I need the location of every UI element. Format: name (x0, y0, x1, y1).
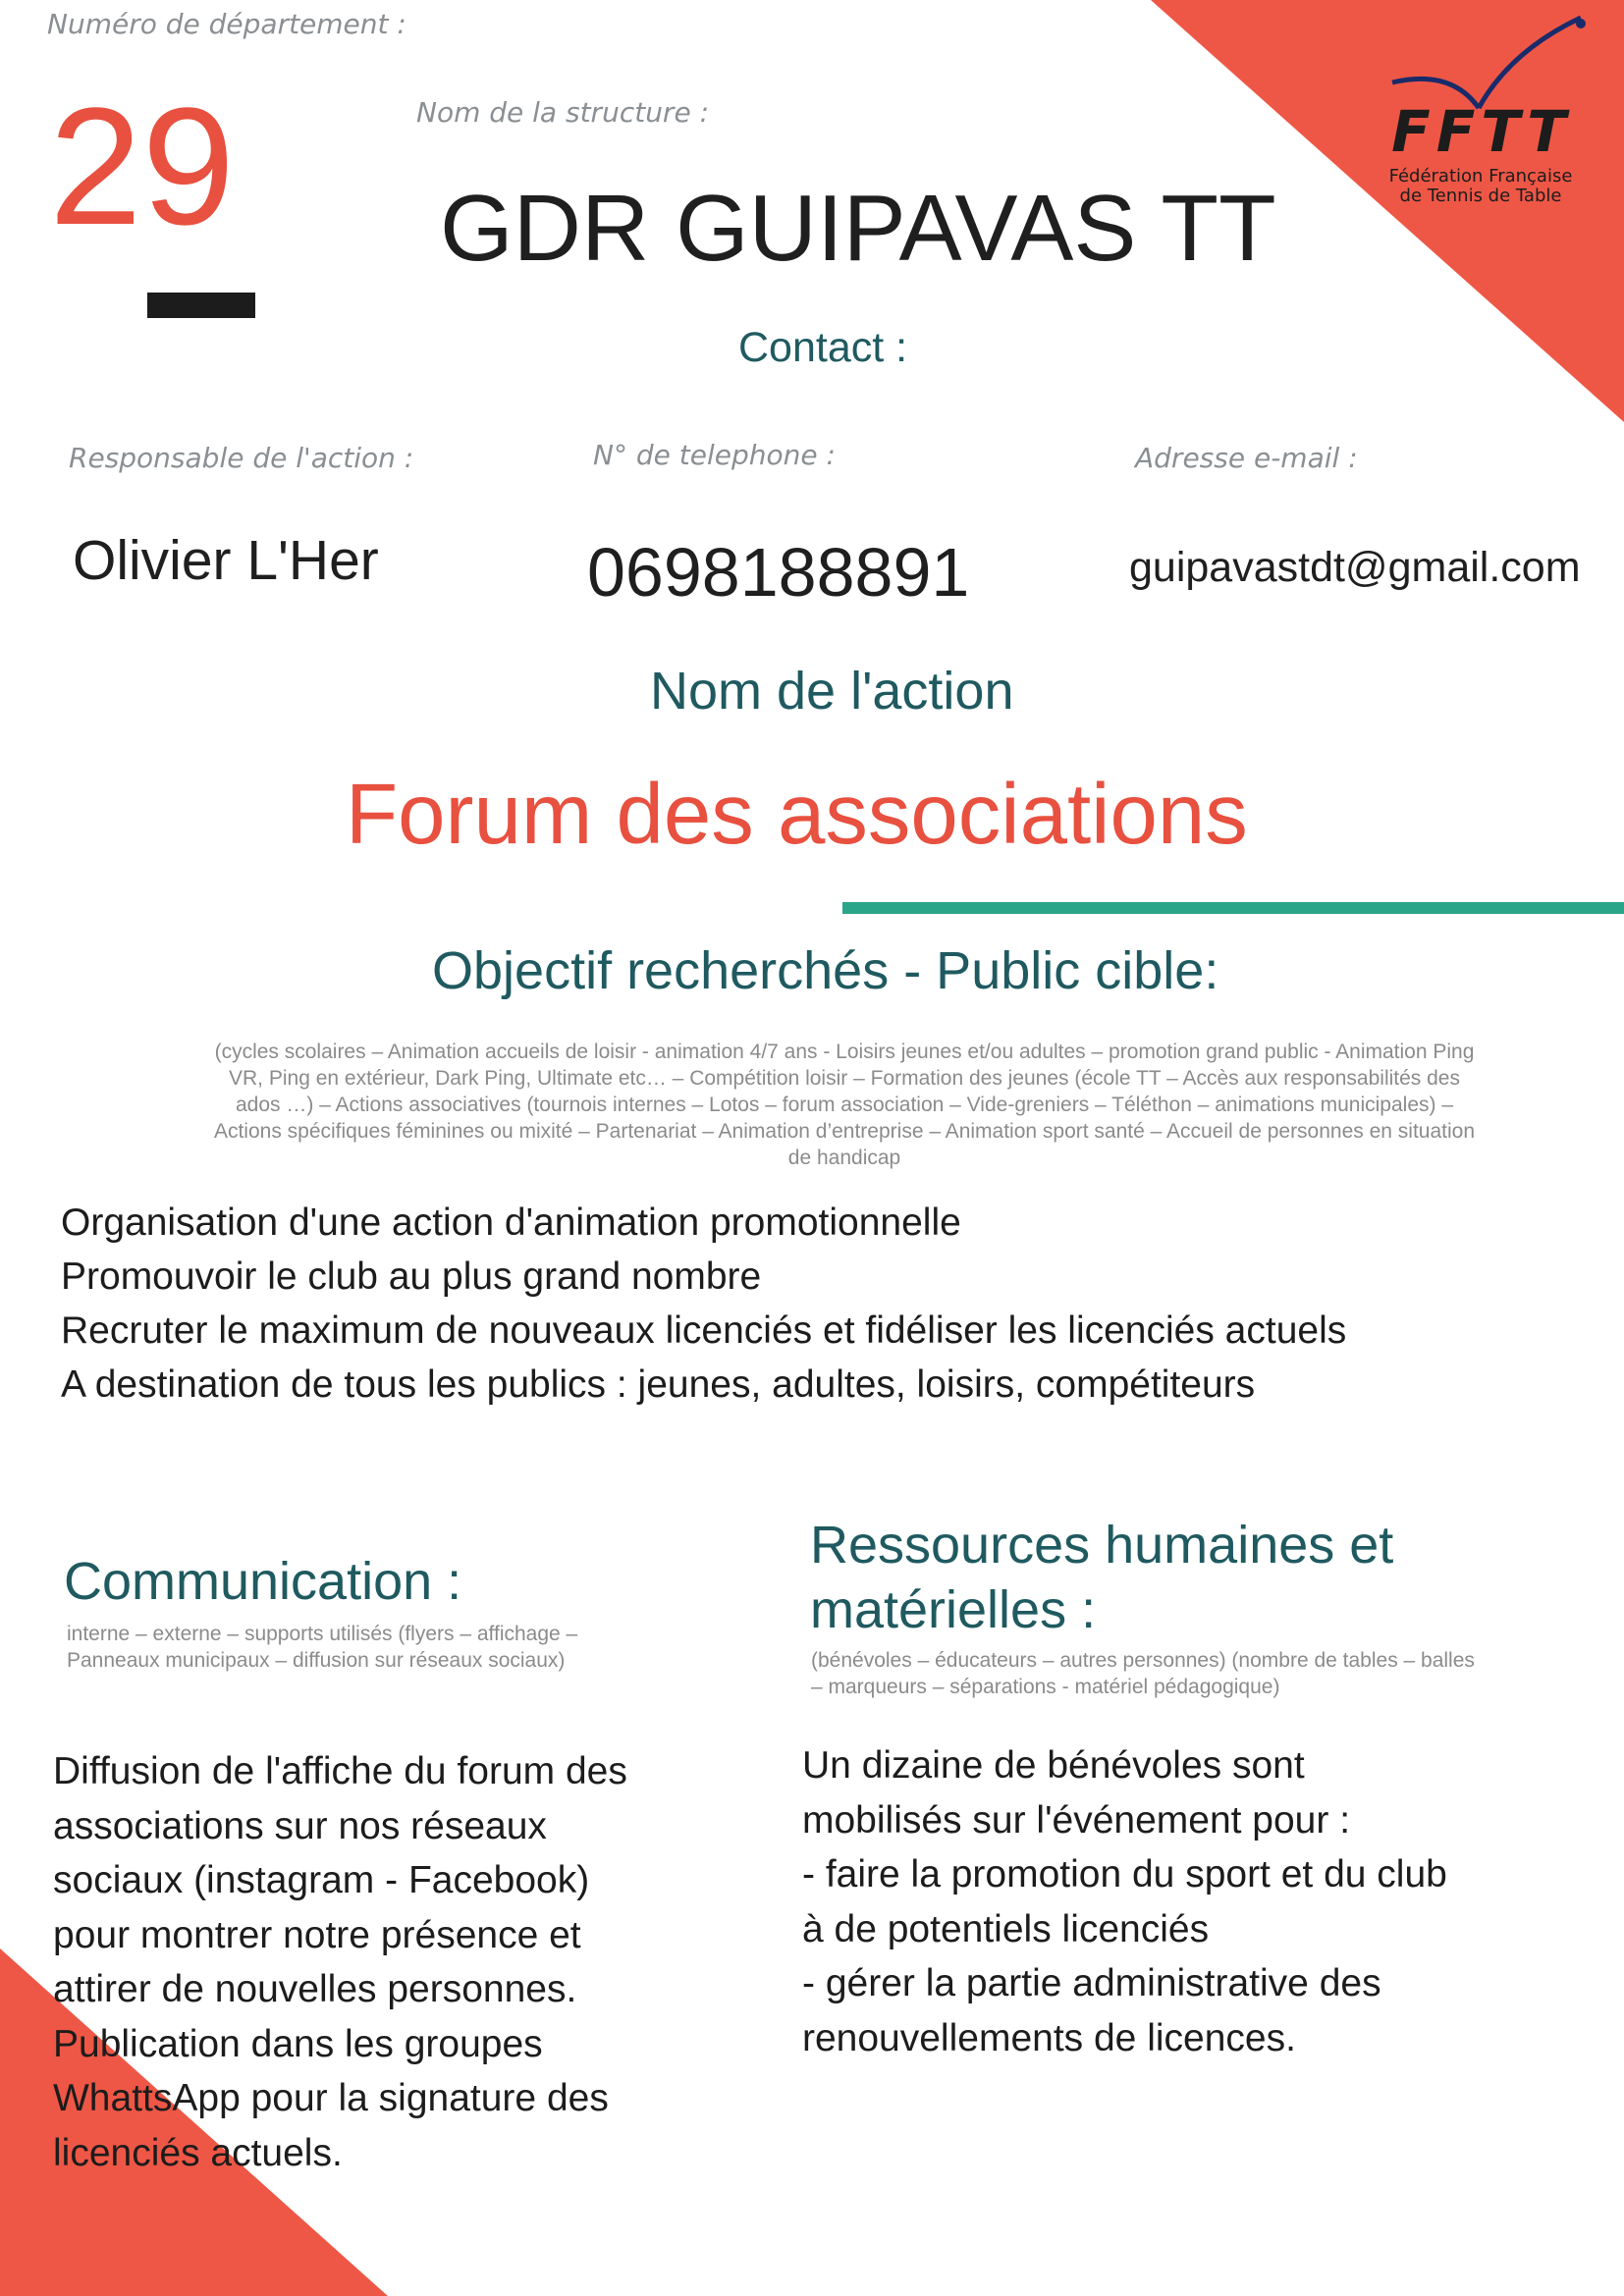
redaction-bar (147, 293, 255, 318)
resources-line: - gérer la partie administrative des (802, 1962, 1381, 2004)
logo-line-2: de Tennis de Table (1399, 186, 1562, 206)
contact-heading: Contact : (738, 324, 908, 371)
fftt-logo (1363, 12, 1598, 208)
objective-heading: Objectif recherchés - Public cible: (432, 941, 1219, 1000)
action-label: Nom de l'action (650, 662, 1014, 721)
objective-hint-line: de handicap (787, 1147, 901, 1169)
teal-divider (842, 902, 1624, 914)
communication-line: pour montrer notre présence et (53, 1913, 581, 1956)
objective-line: A destination de tous les publics : jeunes, adultes, loisirs, compétiteurs (61, 1363, 1256, 1406)
manager-label: Responsable de l'action : (69, 442, 414, 474)
communication-line: attirer de nouvelles personnes. (53, 1968, 577, 2010)
resources-line: - faire la promotion du sport et du club (802, 1853, 1447, 1896)
resources-hint-line: (bénévoles – éducateurs – autres personnes) (nombre de tables – balles (811, 1649, 1475, 1672)
communication-line: Publication dans les groupes (53, 2022, 543, 2065)
logo-line-1: Fédération Française (1388, 166, 1573, 187)
objective-hint-line: Actions spécifiques féminines ou mixité – Partenariat – Animation d’entreprise – Animation sport santé – Accueil de personnes en situation (213, 1120, 1476, 1143)
email-label: Adresse e-mail : (1135, 442, 1358, 474)
communication-hint-line: Panneaux municipaux – diffusion sur réseaux sociaux) (67, 1649, 566, 1672)
department-label: Numéro de département : (47, 8, 406, 40)
logo-subtitle (1363, 167, 1598, 206)
objective-line: Promouvoir le club au plus grand nombre (61, 1255, 762, 1298)
resources-text (802, 1738, 1447, 2065)
phone-label: N° de telephone : (593, 439, 836, 471)
communication-line: sociaux (instagram - Facebook) (53, 1859, 590, 1901)
communication-hint (67, 1621, 577, 1674)
email-address: guipavastdt@gmail.com (1129, 544, 1581, 591)
resources-hint (811, 1647, 1475, 1700)
communication-line: WhattsApp pour la signature des (53, 2077, 609, 2119)
objective-hint (157, 1039, 1532, 1171)
communication-heading: Communication : (64, 1552, 462, 1611)
structure-label: Nom de la structure : (416, 96, 710, 129)
manager-name: Olivier L'Her (73, 529, 379, 592)
communication-line: licenciés actuels. (53, 2131, 343, 2174)
logo-letters: FFTT (1391, 98, 1572, 165)
objective-line: Organisation d'une action d'animation promotionnelle (61, 1201, 961, 1244)
communication-line: Diffusion de l'affiche du forum des (53, 1750, 627, 1792)
resources-heading (810, 1513, 1393, 1642)
resources-heading-line: Ressources humaines et (810, 1516, 1394, 1575)
resources-heading-line: matérielles : (810, 1580, 1097, 1639)
phone-number: 0698188891 (587, 534, 970, 611)
communication-hint-line: interne – externe – supports utilisés (flyers – affichage – (67, 1623, 578, 1645)
communication-line: associations sur nos réseaux (53, 1804, 547, 1847)
action-name: Forum des associations (346, 767, 1248, 862)
resources-line: Un dizaine de bénévoles sont (802, 1744, 1305, 1787)
objective-hint-line: (cycles scolaires – Animation accueils de loisir - animation 4/7 ans - Loisirs jeunes et/ou adultes – promotion grand public - Animation Ping (214, 1041, 1475, 1063)
resources-hint-line: – marqueurs – séparations - matériel pédagogique) (811, 1676, 1280, 1698)
resources-line: mobilisés sur l'événement pour : (802, 1798, 1351, 1842)
objective-text (61, 1196, 1346, 1412)
resources-line: à de potentiels licenciés (802, 1907, 1210, 1950)
objective-hint-line: VR, Ping en extérieur, Dark Ping, Ultimate etc… – Compétition loisir – Formation des jeunes (école TT – Accès aux responsabilités des (229, 1067, 1460, 1090)
department-number: 29 (49, 74, 236, 260)
objective-hint-line: ados …) – Actions associatives (tournois internes – Lotos – forum association – Vide-greniers – Téléthon – animations municipales) – (235, 1094, 1454, 1116)
objective-line: Recruter le maximum de nouveaux licenciés et fidéliser les licenciés actuels (61, 1309, 1347, 1352)
structure-name: GDR GUIPAVAS TT (440, 176, 1276, 281)
resources-line: renouvellements de licences. (802, 2016, 1296, 2059)
communication-text (53, 1744, 627, 2180)
